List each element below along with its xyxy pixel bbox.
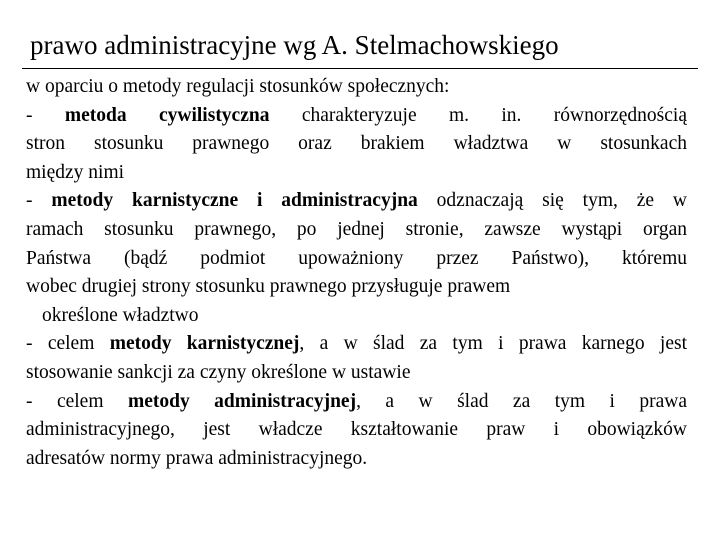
body-line: stron stosunku prawnego oraz brakiem władztwa w stosunkach [26, 133, 687, 155]
body-text: charakteryzuje m. in. równorzędnością [269, 104, 687, 126]
body-line [26, 388, 687, 417]
body-line [26, 102, 687, 131]
dash: - [26, 190, 52, 212]
body-line: między nimi [26, 161, 125, 183]
body-line: Państwa (bądź podmiot upoważniony przez Państwo), któremu [26, 247, 687, 269]
term-penal-method: metody karnistycznej [109, 333, 300, 355]
slide-body [26, 73, 687, 473]
body-line: wobec drugiej strony stosunku prawnego przysługuje prawem [26, 276, 511, 298]
term-civil-method: metoda cywilistyczna [64, 104, 270, 126]
slide-title: prawo administracyjne wg A. Stelmachowskiego [30, 30, 559, 60]
body-line: określone władztwo [42, 304, 199, 326]
title-divider [22, 68, 698, 69]
dash: - [26, 104, 65, 126]
body-text: odznaczają się tym, że w [417, 190, 687, 212]
body-text: - celem [26, 333, 110, 355]
body-text: , a w ślad za tym i prawa [356, 390, 687, 412]
body-text: - celem [26, 390, 128, 412]
body-line: adresatów normy prawa administracyjnego. [26, 447, 368, 469]
body-line: administracyjnego, jest władcze kształtowanie praw i obowiązków [26, 419, 687, 441]
body-text: , a w ślad za tym i prawa karnego jest [299, 333, 687, 355]
body-line [26, 187, 687, 216]
body-line [26, 330, 687, 359]
term-penal-admin-methods: metody karnistyczne i administracyjna [51, 190, 418, 212]
body-line: ramach stosunku prawnego, po jednej stronie, zawsze wystąpi organ [26, 218, 687, 240]
term-admin-method: metody administracyjnej [127, 390, 357, 412]
body-line: stosowanie sankcji za czyny określone w ustawie [26, 361, 411, 383]
body-line: w oparciu o metody regulacji stosunków społecznych: [26, 76, 450, 97]
